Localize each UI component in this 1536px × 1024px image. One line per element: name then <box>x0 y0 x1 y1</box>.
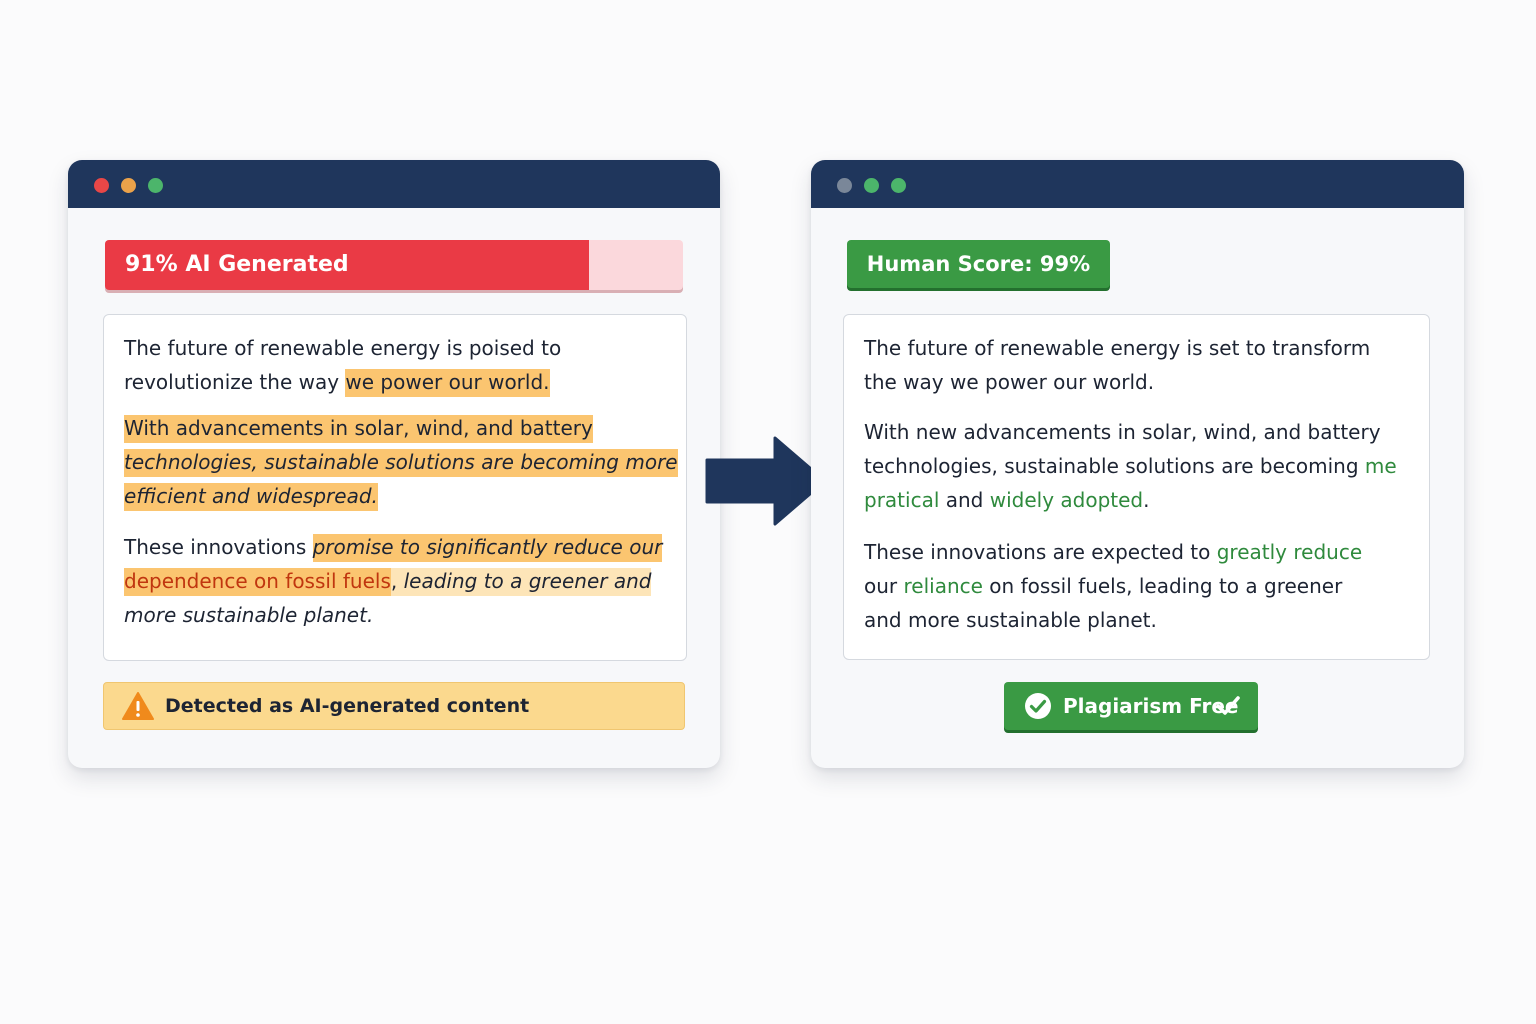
ai-text-box <box>103 314 687 661</box>
maximize-dot-icon[interactable] <box>891 178 906 193</box>
minimize-dot-icon[interactable] <box>864 178 879 193</box>
warning-icon <box>121 691 155 721</box>
plagiarism-free-label: Plagiarism Free <box>1063 694 1239 718</box>
humanized-window <box>811 160 1464 768</box>
window-titlebar <box>811 160 1464 208</box>
human-rewrite: reliance <box>903 574 983 598</box>
plagiarism-free-button[interactable] <box>1004 682 1258 730</box>
human-rewrite: greatly reduce <box>1216 540 1363 564</box>
window-titlebar <box>68 160 720 208</box>
ai-highlight: we power our world. <box>345 369 549 397</box>
human-paragraph-3: These innovations are expected to greatly reduce our reliance on fossil fuels, leading to a greener and more sustainable planet. <box>864 540 1363 632</box>
ai-paragraph-3: These innovations promise to significantly reduce our dependence on fossil fuels, leading to a greener and more sustainable planet. <box>124 535 663 627</box>
close-dot-icon[interactable] <box>837 178 852 193</box>
human-score-badge: Human Score: 99% <box>847 240 1110 288</box>
checkmark-icon <box>1215 695 1241 717</box>
ai-highlight: dependence on fossil fuels <box>124 568 391 596</box>
ai-highlight: efficient and widespread. <box>124 483 378 511</box>
human-rewrite: me pratical <box>864 454 1397 512</box>
warning-text: Detected as AI-generated content <box>165 695 530 717</box>
human-rewrite: widely adopted <box>989 488 1144 512</box>
ai-paragraph-2 <box>124 411 684 513</box>
maximize-dot-icon[interactable] <box>148 178 163 193</box>
ai-detector-window <box>68 160 720 768</box>
ai-score-bar <box>105 240 683 290</box>
human-text-box <box>843 314 1430 660</box>
close-dot-icon[interactable] <box>94 178 109 193</box>
ai-warning-banner <box>103 682 685 730</box>
ai-paragraph-1: The future of renewable energy is poised to revolutionize the way we power our world. <box>124 331 664 399</box>
minimize-dot-icon[interactable] <box>121 178 136 193</box>
ai-highlight: promise to significantly reduce our <box>313 534 663 562</box>
ai-highlight: With advancements in solar, wind, and battery <box>124 415 593 443</box>
ai-soft-highlight: leading to a greener and <box>397 568 651 596</box>
ai-score-label: 91% AI Generated <box>125 252 349 277</box>
human-paragraph-1: The future of renewable energy is set to transform the way we power our world. <box>864 336 1371 394</box>
ai-highlight: technologies, sustainable solutions are becoming more <box>124 449 678 477</box>
human-paragraph-2: With new advancements in solar, wind, and battery technologies, sustainable solutions are becoming me pratical and widely adopted. <box>864 420 1397 512</box>
check-circle-icon <box>1023 691 1053 721</box>
